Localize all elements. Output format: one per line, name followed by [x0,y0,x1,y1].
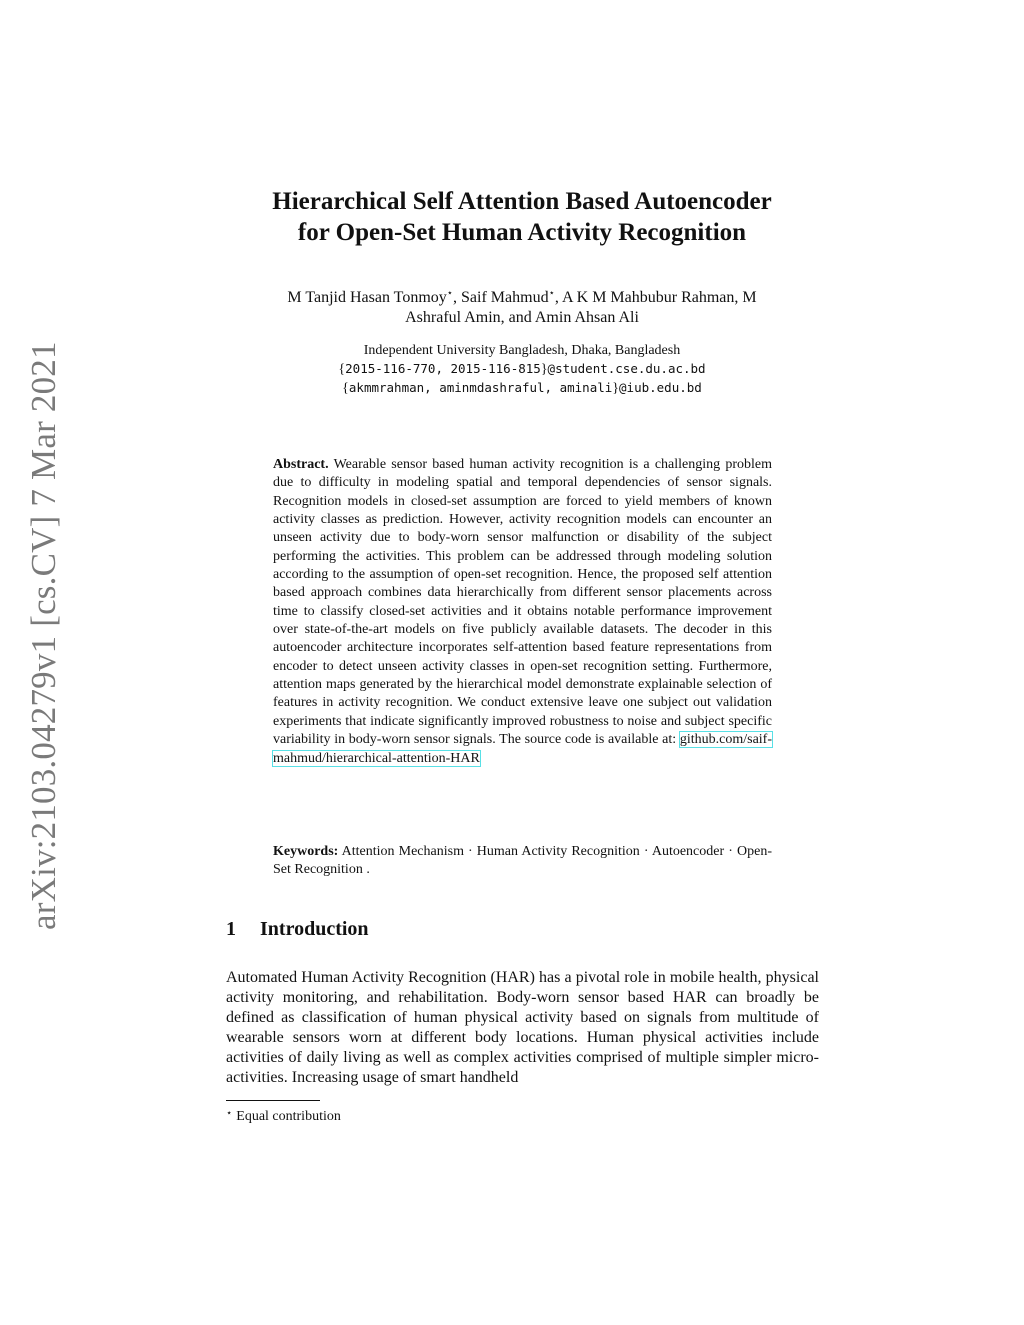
author-name: M Tanjid Hasan Tonmoy [287,289,447,306]
abstract-body: Wearable sensor based human activity recognition is a challenging problem due to difficulty in modeling spatial and temporal dependencies of sensor signals. Recognition models in closed-set assumption are forced to yield members of known activity classes as prediction. However, activity recognition models can encounter an unseen activity due to body-worn sensor malfunction or disability of the subject performing the activities. This problem can be addressed through modeling solution according to the assumption of open-set recognition. Hence, the proposed self attention based approach combines data hierarchically from different sensor placements across time to classify closed-set activities and it obtains notable performance improvement over state-of-the-art models on five publicly available datasets. The decoder in this autoencoder architecture incorporates self-attention based feature representations from encoder to detect unseen activity classes in open-set recognition setting. Furthermore, attention maps generated by the hierarchical model demonstrate explainable selection of features in activity recognition. We conduct extensive leave one subject out validation experiments that indicate significantly improved robustness to noise and subject specific variability in body-worn sensor signals. The source code is available at: [273,457,773,748]
abstract-label: Abstract. [273,457,329,472]
equal-contribution-marker: ⋆ [548,288,555,299]
institution: Independent University Bangladesh, Dhaka, Bangladesh [363,343,681,358]
introduction-paragraph: Automated Human Activity Recognition (HAR) has a pivotal role in mobile health, physical activity monitoring, and rehabilitation. Body-worn sensor based HAR can broadly be defined as classification of human physical activity based on signals from multitude of wearable sensors worn at different body locations. Human physical activities include activities of daily living as well as complex activities comprised of multiple simpler micro-activities. Increasing usage of smart handheld [226,969,819,1087]
section-number: 1 [226,918,236,940]
arxiv-identifier-stamp: arXiv:2103.04279v1 [cs.CV] 7 Mar 2021 [24,341,63,930]
keywords [273,843,772,880]
brace-close: } [612,381,620,396]
student-email-domain: @student.cse.du.ac.bd [547,361,706,376]
section-heading-introduction [226,916,369,942]
brace-open: { [342,381,349,396]
author-name: Saif Mahmud [461,289,549,306]
faculty-email-ids: akmmrahman, aminmdashraful, aminali [348,380,613,395]
student-email-ids: 2015-116-770, 2015-116-815 [345,361,541,376]
student-emails [0,360,1024,379]
paper-title [0,186,1024,248]
footnote-text: Equal contribution [236,1109,341,1124]
source-code-link[interactable]: github.com/saif-mahmud/hierarchical-attention-HAR [273,732,773,766]
author-list [0,284,1024,328]
brace-close: } [540,362,548,377]
authors-line-1: M Tanjid Hasan Tonmoy⋆, Saif Mahmud⋆, A K M Mahbubur Rahman, M [287,288,757,306]
footnote [226,1105,341,1126]
equal-contribution-marker: ⋆ [446,288,454,299]
abstract [273,456,772,768]
affiliation-block [0,342,1024,398]
footnote-marker: ⋆ [226,1108,233,1119]
faculty-emails [0,379,1024,398]
title-line-2: for Open-Set Human Activity Recognition [297,219,747,246]
brace-open: { [338,362,346,377]
title-line-1: Hierarchical Self Attention Based Autoencoder [272,188,772,215]
faculty-email-domain: @iub.edu.bd [619,380,702,395]
authors-line-2: Ashraful Amin, and Amin Ahsan Ali [405,309,639,326]
author-names-continued: , A K M Mahbubur Rahman, M [554,289,757,306]
section-title: Introduction [260,918,369,940]
keywords-label: Keywords: [273,844,339,859]
footnote-divider [226,1100,320,1101]
keywords-text: Attention Mechanism · Human Activity Recognition · Autoencoder · Open-Set Recognition . [273,844,772,878]
